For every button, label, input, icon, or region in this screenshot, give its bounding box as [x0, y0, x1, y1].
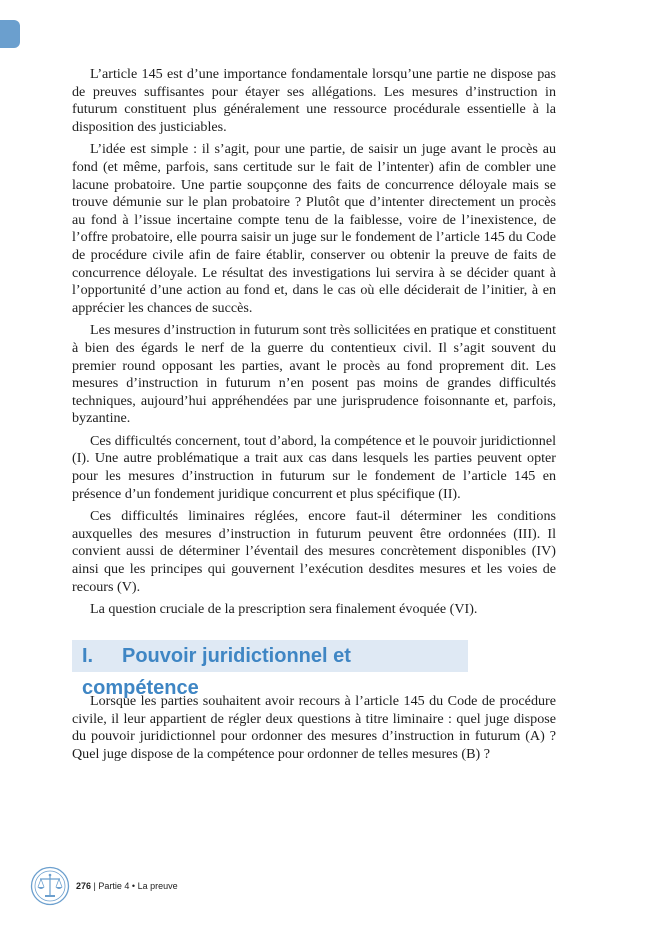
page-number: 276	[76, 881, 92, 891]
paragraph: La question cruciale de la prescription sera finalement évoquée (VI).	[90, 601, 478, 618]
section-number: I.	[82, 645, 94, 667]
section-paragraph: Lorsque les parties souhaitent avoir recours à l’article 145 du Code de procédure civile, il leur appartient de régler deux questions à titre liminaire : quel juge dispose du pouvoir juridictionnel pour ordonner des mesures d’instruction in futurum (A) ? Quel juge dispose de la compétence pour ordonner de telles mesures (B) ?	[72, 693, 556, 762]
paragraph: L’article 145 est d’une importance fondamentale lorsqu’une partie ne dispose pas de preuves suffisantes pour étayer ses allégations. Les mesures d’instruction in futurum constituent plus généralement une ressource procédurale essentielle à la disposition des justiciables.	[72, 66, 556, 135]
running-title: Partie 4 • La preuve	[98, 881, 178, 891]
page-tab-marker	[0, 20, 20, 48]
footer-text	[76, 881, 178, 891]
intro-text	[72, 66, 556, 624]
paragraph: Ces difficultés liminaires réglées, encore faut-il déterminer les conditions auxquelles des mesures d’instruction in futurum peuvent être ordonnées (III). Il convient aussi de déterminer l’éventail des mesures concrètement disponibles (IV) ainsi que les principes qui gouvernent l’exécution desdites mesures et les voies de recours (V).	[72, 508, 556, 595]
paragraph: Les mesures d’instruction in futurum sont très sollicitées en pratique et constituent à bien des égards le nerf de la guerre du contentieux civil. Il s’agit souvent du premier round opposant les parties, avant le procès au fond proprement dit. Les mesures d’instruction in futurum n’en posent pas moins de grandes difficultés techniques, aujourd’hui appréhendées par une jurisprudence foisonnante et, parfois, byzantine.	[72, 322, 556, 427]
page-footer	[30, 866, 330, 906]
section-title: Pouvoir juridictionnel et compétence	[82, 645, 351, 699]
paragraph: L’idée est simple : il s’agit, pour une partie, de saisir un juge avant le procès au fond (et même, parfois, sans certitude sur le fait de l’intenter) afin de combler une lacune probatoire. Une partie soupçonne des faits de concurrence déloyale mais se trouve démunie sur le plan probatoire ? Plutôt que d’intenter directement un procès au fond à l’issue incertaine compte tenu de la faiblesse, voire de l’inexistence, de l’offre probatoire, elle pourra saisir un juge sur le fondement de l’article 145 du Code de procédure civile afin de faire établir, conserver ou obtenir la preuve de faits de concurrence déloyale. Le résultat des investigations lui servira à se décider quant à l’opportunité d’une action au fond et, dans le cas où elle déciderait de l’initier, à en apprécier les chances de succès.	[72, 141, 556, 316]
paragraph: Ces difficultés concernent, tout d’abord, la compétence et le pouvoir juridictionnel (I). Une autre problématique a trait aux cas dans lesquels les parties peuvent opter pour les mesures d’instruction in futurum sur le fondement de l’article 145 en présence d’un fondement juridique concurrent et plus spécifique (II).	[72, 432, 556, 502]
footer-separator: |	[93, 881, 96, 891]
justice-scales-seal-icon	[30, 866, 70, 906]
section-heading	[72, 640, 468, 699]
section-body	[72, 693, 556, 763]
